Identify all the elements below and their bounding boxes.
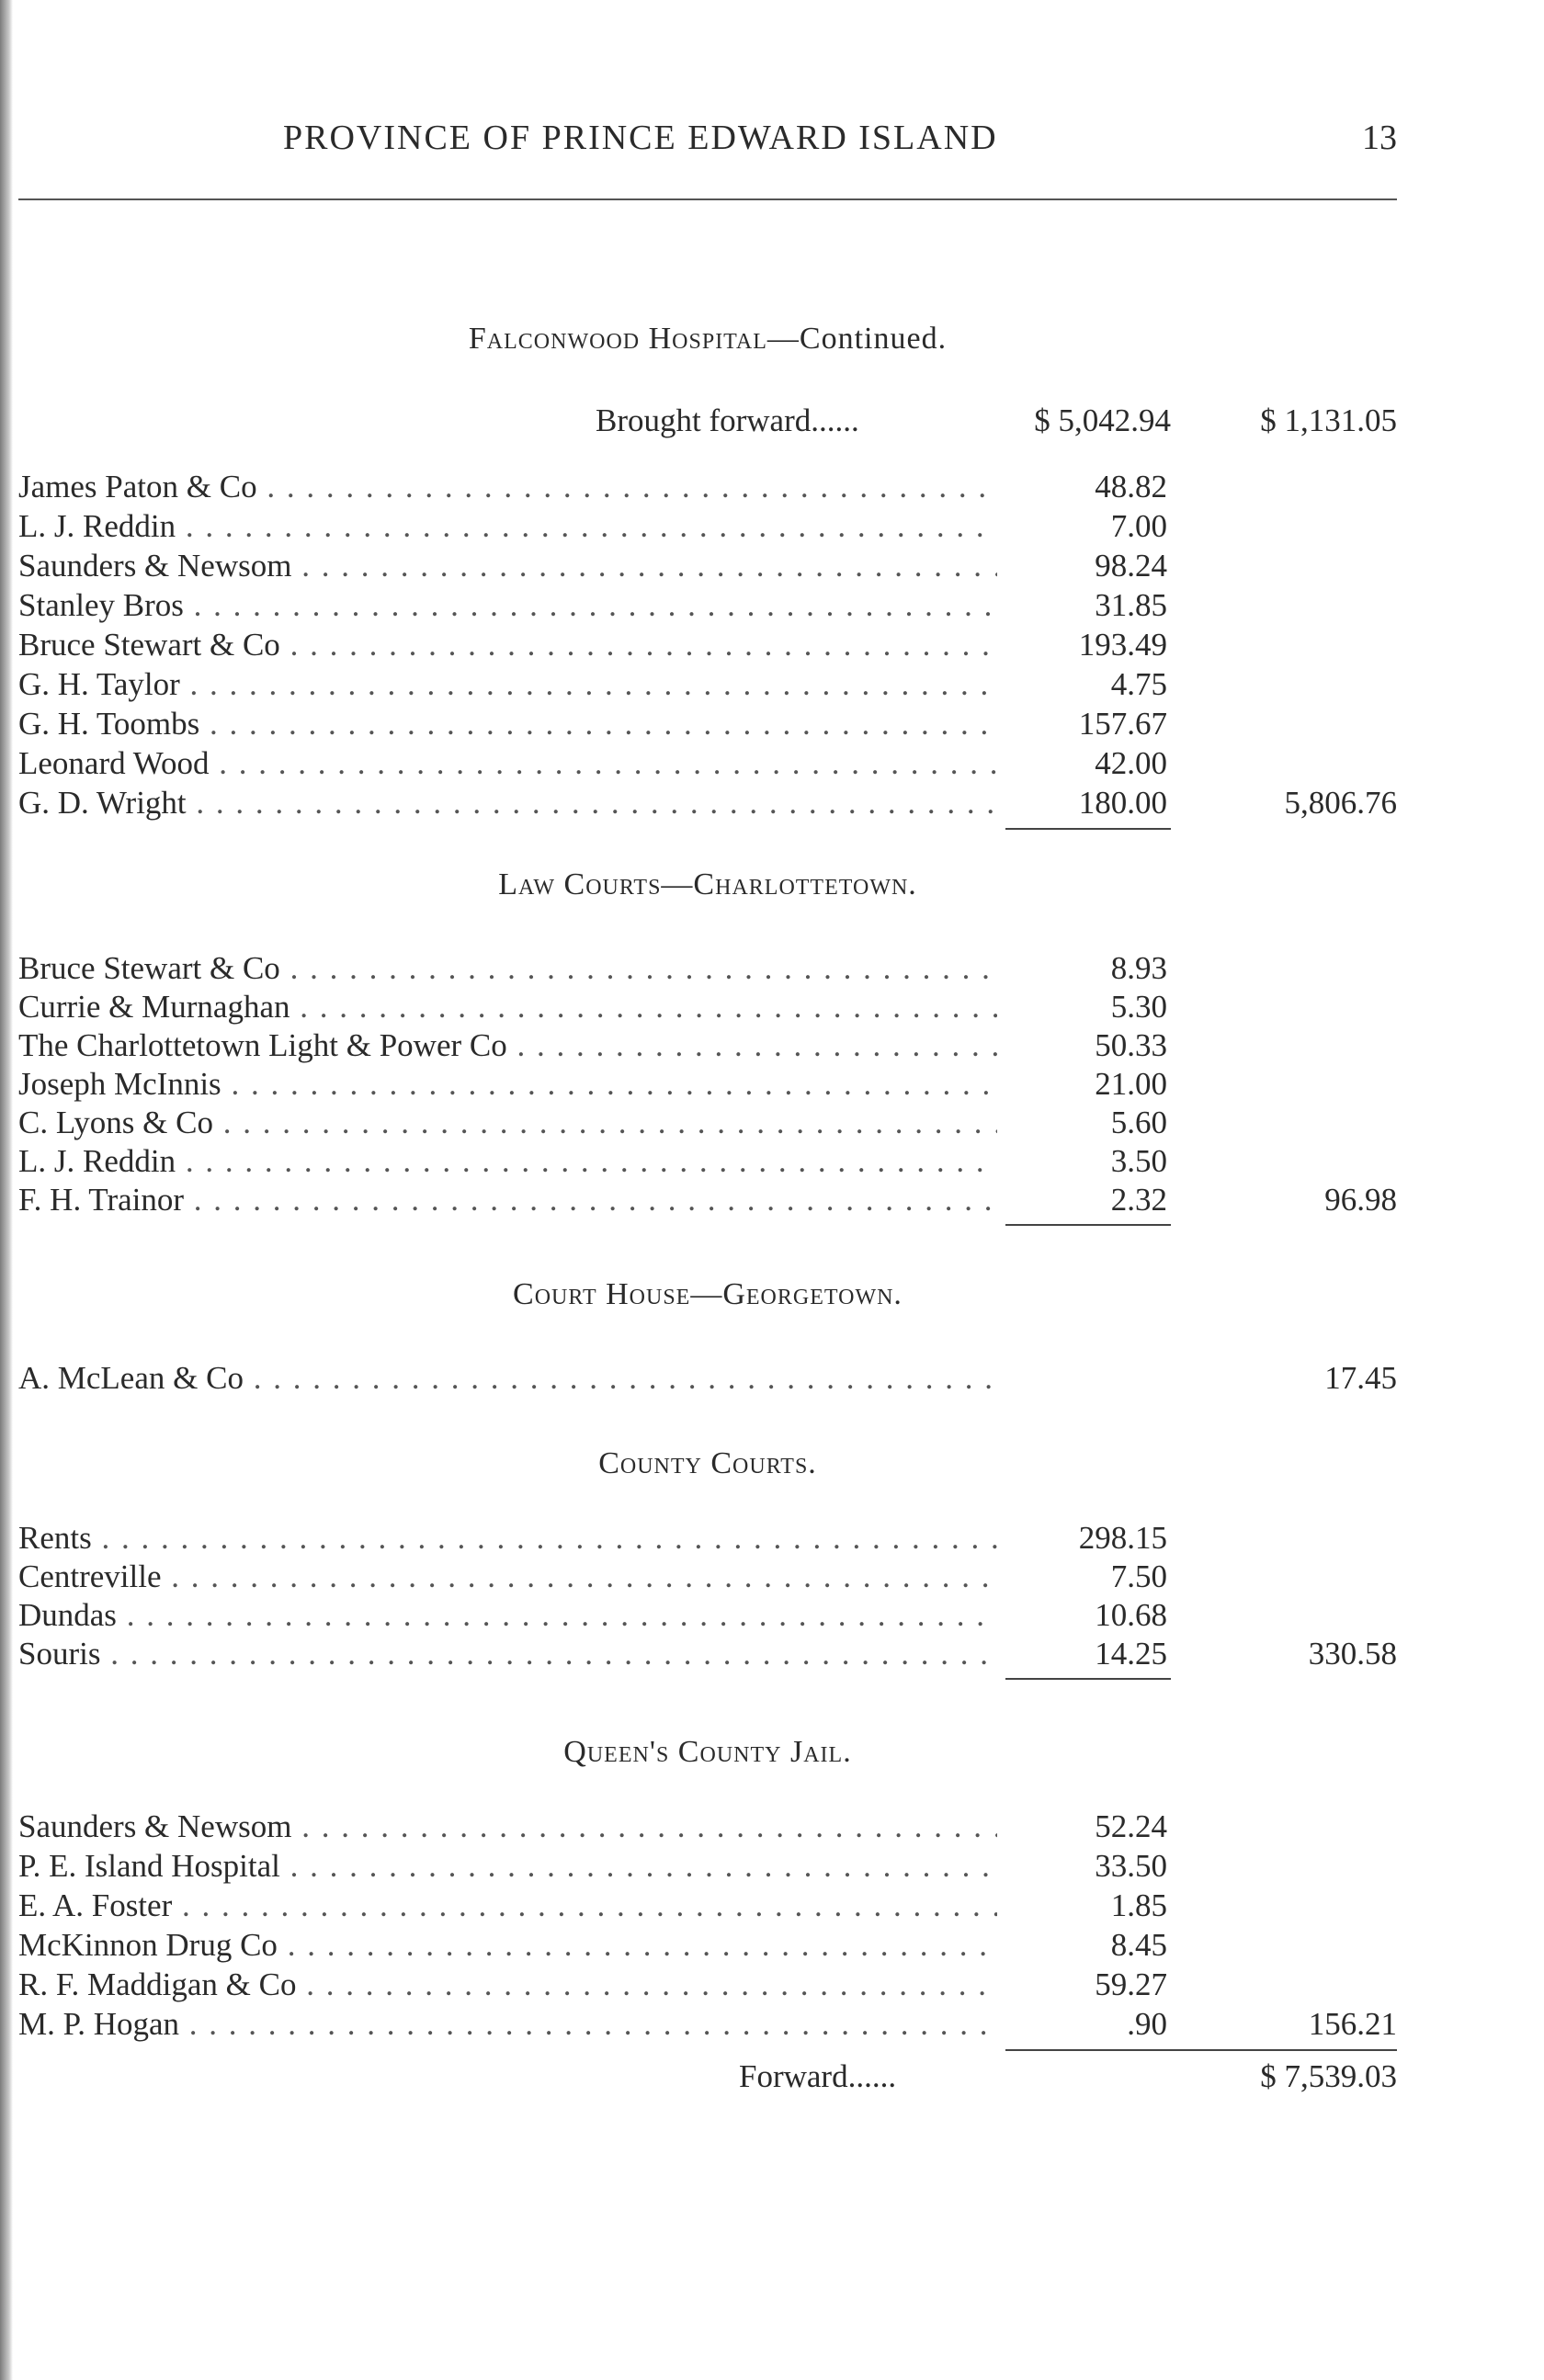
payee-name: Stanley Bros . . . xyxy=(18,587,997,624)
ledger-row xyxy=(18,1848,1397,1885)
falconwood-title: Falconwood Hospital xyxy=(468,322,767,356)
payee-name: James Paton & Co . . . xyxy=(18,469,997,505)
section-total: 5,806.76 xyxy=(1284,785,1397,821)
ledger-row xyxy=(18,1808,1397,1845)
line-amount: 180.00 xyxy=(1078,785,1167,821)
payee-name: A. McLean & Co . . . xyxy=(18,1360,997,1397)
brought-forward-label: Brought forward...... xyxy=(596,402,859,438)
falconwood-title-suffix: —Continued. xyxy=(766,322,948,356)
ledger-row xyxy=(18,745,1397,782)
brought-forward-amount: $ 5,042.94 xyxy=(1034,402,1171,438)
payee-name: G. H. Taylor . . . xyxy=(18,666,997,703)
forward-total: $ 7,539.03 xyxy=(1260,2058,1397,2094)
ledger-row xyxy=(18,627,1397,663)
line-amount: 8.45 xyxy=(1110,1927,1167,1963)
line-amount: 298.15 xyxy=(1078,1520,1167,1556)
ledger-row xyxy=(18,1558,1397,1595)
line-amount: 157.67 xyxy=(1078,706,1167,742)
ledger-row xyxy=(18,1927,1397,1964)
ledger-row xyxy=(18,785,1397,822)
ledger-row xyxy=(18,950,1397,987)
payee-name: Bruce Stewart & Co . . . xyxy=(18,627,997,663)
line-amount: 52.24 xyxy=(1095,1808,1167,1844)
payee-name: L. J. Reddin . . . xyxy=(18,508,997,545)
payee-name: R. F. Maddigan & Co . . . xyxy=(18,1966,997,2003)
payee-name: G. D. Wright . . . xyxy=(18,785,997,822)
subtotal-rule xyxy=(1005,1224,1171,1226)
payee-name: L. J. Reddin . . . xyxy=(18,1143,997,1180)
payee-name: Dundas . . . xyxy=(18,1597,997,1634)
payee-name: F. H. Trainor . . . xyxy=(18,1182,997,1218)
ledger-row xyxy=(18,1105,1397,1141)
ledger-row xyxy=(18,1887,1397,1924)
payee-name: Joseph McInnis . . . xyxy=(18,1066,997,1103)
line-amount: 42.00 xyxy=(1095,745,1167,781)
line-amount: 1.85 xyxy=(1110,1887,1167,1923)
line-amount: 59.27 xyxy=(1095,1966,1167,2002)
payee-name: Bruce Stewart & Co . . . xyxy=(18,950,997,987)
line-amount: 48.82 xyxy=(1095,469,1167,504)
line-amount: 50.33 xyxy=(1095,1027,1167,1063)
section-title-falconwood xyxy=(0,322,1415,357)
payee-name: Leonard Wood . . . xyxy=(18,745,997,782)
line-amount: 7.50 xyxy=(1110,1558,1167,1594)
payee-name: E. A. Foster . . . xyxy=(18,1887,997,1924)
payee-name: Saunders & Newsom . . . xyxy=(18,1808,997,1845)
ledger-row xyxy=(18,1066,1397,1103)
brought-forward-row xyxy=(0,402,1544,443)
line-amount: 98.24 xyxy=(1095,548,1167,584)
line-amount: 31.85 xyxy=(1095,587,1167,623)
payee-name: Souris . . . xyxy=(18,1636,997,1672)
ledger-row xyxy=(18,1636,1397,1672)
section-title-county-courts: County Courts. xyxy=(598,1446,817,1480)
subtotal-rule xyxy=(1005,1678,1171,1680)
payee-name: McKinnon Drug Co . . . xyxy=(18,1927,997,1964)
line-amount: 2.32 xyxy=(1110,1182,1167,1218)
header-rule xyxy=(18,198,1397,200)
section-title-court-house: Court House—Georgetown. xyxy=(513,1277,903,1311)
ledger-row xyxy=(18,508,1397,545)
ledger-row xyxy=(18,2006,1397,2043)
section-title-queens-jail: Queen's County Jail. xyxy=(563,1735,852,1769)
section-title-law-courts: Law Courts—Charlottetown. xyxy=(498,867,917,901)
line-amount: .90 xyxy=(1127,2006,1167,2042)
line-amount: 3.50 xyxy=(1110,1143,1167,1179)
ledger-row xyxy=(18,1182,1397,1218)
forward-label: Forward...... xyxy=(739,2058,897,2094)
ledger-row xyxy=(18,548,1397,584)
ledger-row xyxy=(18,587,1397,624)
brought-forward-total: $ 1,131.05 xyxy=(1260,402,1397,438)
line-amount: 8.93 xyxy=(1110,950,1167,986)
ledger-row xyxy=(18,706,1397,742)
page-header xyxy=(0,118,1544,173)
ledger-row xyxy=(18,666,1397,703)
ledger-row xyxy=(18,989,1397,1026)
line-amount: 10.68 xyxy=(1095,1597,1167,1633)
payee-name: Rents . . . xyxy=(18,1520,997,1557)
line-amount: 193.49 xyxy=(1078,627,1167,663)
subtotal-rule xyxy=(1005,828,1171,830)
subtotal-rule xyxy=(1005,2049,1397,2051)
line-amount: 5.60 xyxy=(1110,1105,1167,1140)
line-amount: 21.00 xyxy=(1095,1066,1167,1102)
running-title: PROVINCE OF PRINCE EDWARD ISLAND xyxy=(283,119,998,157)
ledger-row xyxy=(18,469,1397,505)
section-total: 17.45 xyxy=(1324,1360,1397,1396)
payee-name: Centreville . . . xyxy=(18,1558,997,1595)
page-spine-shadow xyxy=(0,0,13,2380)
line-amount: 7.00 xyxy=(1110,508,1167,544)
line-amount: 33.50 xyxy=(1095,1848,1167,1884)
section-total: 156.21 xyxy=(1308,2006,1397,2042)
line-amount: 4.75 xyxy=(1110,666,1167,702)
payee-name: M. P. Hogan . . . xyxy=(18,2006,997,2043)
ledger-row xyxy=(18,1966,1397,2003)
payee-name: C. Lyons & Co . . . xyxy=(18,1105,997,1141)
payee-name: G. H. Toombs . . . xyxy=(18,706,997,742)
payee-name: Saunders & Newsom . . . xyxy=(18,548,997,584)
payee-name: P. E. Island Hospital . . . xyxy=(18,1848,997,1885)
ledger-row xyxy=(18,1143,1397,1180)
page-number: 13 xyxy=(1362,119,1397,157)
section-total: 96.98 xyxy=(1324,1182,1397,1218)
payee-name: The Charlottetown Light & Power Co . . . xyxy=(18,1027,997,1064)
ledger-row xyxy=(18,1027,1397,1064)
ledger-row xyxy=(18,1520,1397,1557)
line-amount: 14.25 xyxy=(1095,1636,1167,1672)
line-amount: 5.30 xyxy=(1110,989,1167,1025)
forward-row xyxy=(0,2058,1544,2099)
section-total: 330.58 xyxy=(1308,1636,1397,1672)
ledger-row xyxy=(18,1597,1397,1634)
ledger-row xyxy=(18,1360,1397,1397)
payee-name: Currie & Murnaghan . . . xyxy=(18,989,997,1026)
